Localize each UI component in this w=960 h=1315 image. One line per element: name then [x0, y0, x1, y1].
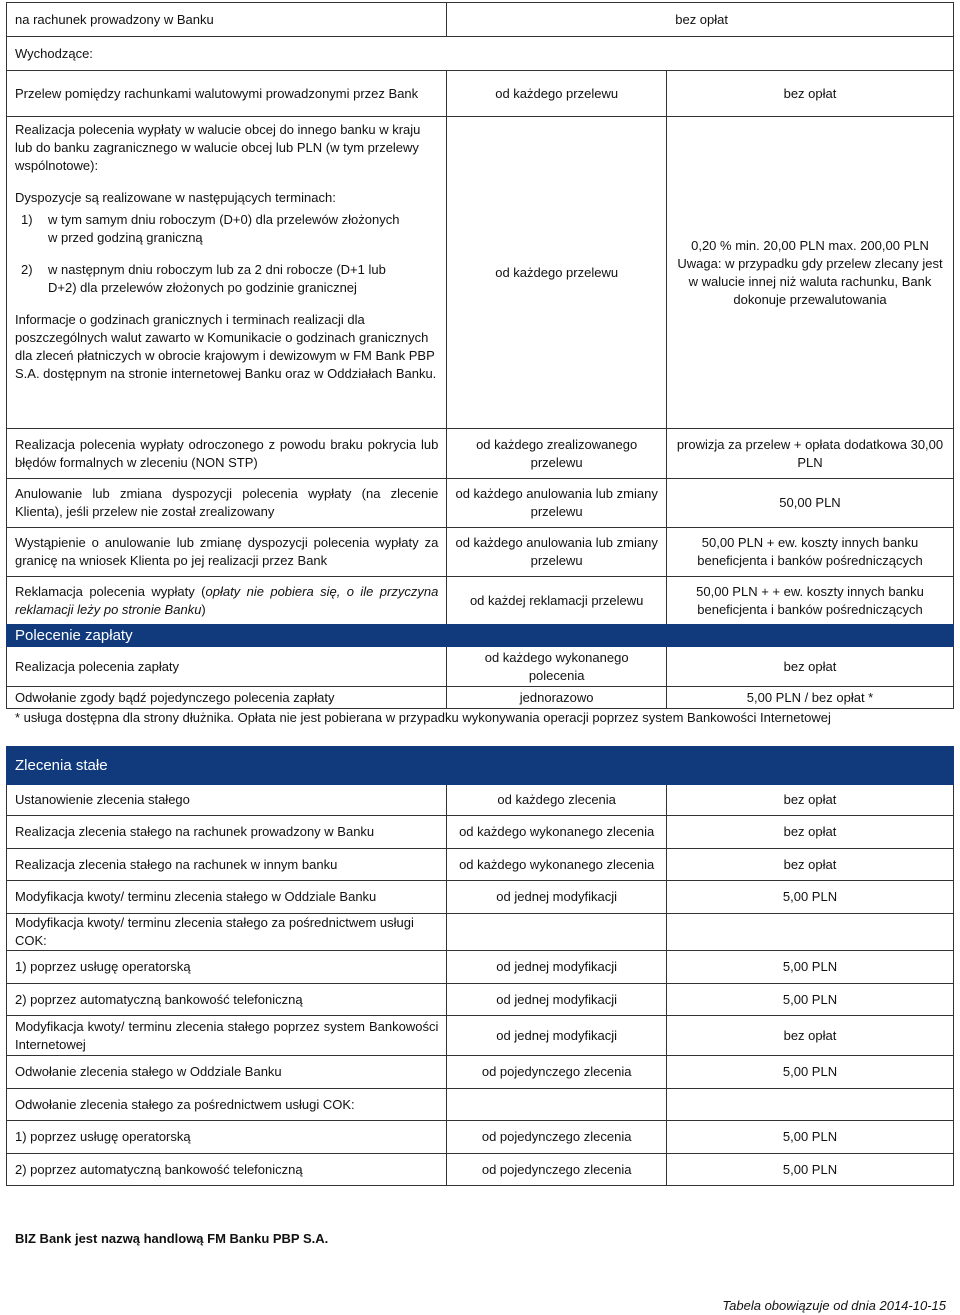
row-unit: od każdego anulowania lub zmiany przelewu	[447, 479, 667, 528]
table-row	[7, 1016, 954, 1056]
row-fee: bez opłat	[666, 785, 953, 816]
row-fee: 5,00 PLN	[666, 1056, 953, 1089]
table-row	[7, 914, 954, 951]
row-unit	[447, 914, 667, 951]
row-fee: 5,00 PLN	[666, 984, 953, 1016]
row-label-wyplata	[7, 117, 447, 429]
row-label: Ustanowienie zlecenia stałego	[7, 785, 447, 816]
row-label: na rachunek prowadzony w Banku	[7, 3, 447, 37]
table-row	[7, 1154, 954, 1186]
fee-percent: 0,20 % min. 20,00 PLN max. 200,00 PLN	[691, 237, 929, 253]
wyplata-intro: Realizacja polecenia wypłaty w walucie obcej do innego banku w kraju lub do banku zagranicznego w walucie obcej lub PLN (w tym przelewy wspólnotowe):	[15, 122, 421, 173]
row-unit: od pojedynczego zlecenia	[447, 1121, 667, 1154]
row-unit: od pojedynczego zlecenia	[447, 1056, 667, 1089]
table-row	[7, 1121, 954, 1154]
row-label: Realizacja zlecenia stałego na rachunek prowadzony w Banku	[7, 816, 447, 849]
row-unit: od każdego zlecenia	[447, 785, 667, 816]
label-italic: opłaty nie pobiera się, o ile przyczyna reklamacji leży po stronie Banku	[15, 583, 439, 617]
table-row	[7, 849, 954, 881]
table-row	[7, 881, 954, 914]
table-row	[7, 117, 954, 429]
row-label: Realizacja polecenia zapłaty	[7, 647, 447, 687]
row-unit: od jednej modyfikacji	[447, 1016, 667, 1056]
row-fee: bez opłat	[666, 71, 953, 117]
fee-note: Uwaga: w przypadku gdy przelew zlecany jest w walucie innej niż waluta rachunku, Bank dokonuje przewalutowania	[677, 255, 943, 307]
section-header	[7, 625, 954, 647]
row-unit: od każdego wykonanego polecenia	[447, 647, 667, 687]
row-unit: od każdego przelewu	[447, 71, 667, 117]
row-fee: prowizja za przelew + opłata dodatkowa 30,00 PLN	[666, 429, 953, 479]
row-fee: bez opłat	[666, 647, 953, 687]
row-unit: od jednej modyfikacji	[447, 984, 667, 1016]
table-row	[7, 647, 954, 687]
terms-list	[15, 211, 438, 297]
row-fee: bez opłat	[666, 1016, 953, 1056]
row-label: Odwołanie zgody bądź pojedynczego polecenia zapłaty	[7, 687, 447, 709]
fees-table-standing-orders	[6, 746, 954, 1186]
row-fee: bez opłat	[447, 3, 954, 37]
item-text: w następnym dniu roboczym lub za 2 dni robocze (D+1 lub D+2) dla przelewów złożonych po godzinie granicznej	[48, 262, 386, 295]
table-row	[7, 1056, 954, 1089]
row-fee	[666, 1089, 953, 1121]
row-label: Odwołanie zlecenia stałego w Oddziale Banku	[7, 1056, 447, 1089]
section-label-wychodzace: Wychodzące:	[7, 37, 954, 71]
table-row	[7, 3, 954, 37]
table-row	[7, 37, 954, 71]
label-part: Reklamacja polecenia wypłaty (	[15, 583, 206, 599]
row-label: Modyfikacja kwoty/ terminu zlecenia stałego w Oddziale Banku	[7, 881, 447, 914]
row-fee: 50,00 PLN + ew. koszty innych banku beneficjenta i banków pośredniczących	[666, 528, 953, 577]
brand-note: BIZ Bank jest nazwą handlową FM Banku PBP S.A.	[15, 1231, 329, 1246]
table-row	[7, 1089, 954, 1121]
row-unit	[447, 1089, 667, 1121]
row-label: 1) poprzez usługę operatorską	[7, 951, 447, 984]
table-row	[7, 951, 954, 984]
row-fee: bez opłat	[666, 849, 953, 881]
row-label: Realizacja polecenia wypłaty odroczonego z powodu braku pokrycia lub błędów formalnych w zleceniu (NON STP)	[7, 429, 447, 479]
footnote: * usługa dostępna dla strony dłużnika. Opłata nie jest pobierana w przypadku wykonywania operacji poprzez system Bankowości Internetowej	[15, 710, 831, 725]
row-unit: od każdego wykonanego zlecenia	[447, 816, 667, 849]
section-header	[7, 747, 954, 785]
list-item	[15, 211, 438, 247]
row-unit: jednorazowo	[447, 687, 667, 709]
row-label: Anulowanie lub zmiana dyspozycji polecenia wypłaty (na zlecenie Klienta), jeśli przelew nie został zrealizowany	[7, 479, 447, 528]
row-fee: 5,00 PLN	[666, 951, 953, 984]
table-row	[7, 577, 954, 625]
row-unit: od każdej reklamacji przelewu	[447, 577, 667, 625]
row-fee: 5,00 PLN / bez opłat *	[666, 687, 953, 709]
fees-table-direct-debit	[6, 624, 954, 709]
row-unit: od jednej modyfikacji	[447, 951, 667, 984]
dyspozycje-text: Dyspozycje są realizowane w następujących terminach:	[15, 190, 336, 205]
section-title: Polecenie zapłaty	[7, 625, 954, 647]
row-fee	[666, 914, 953, 951]
section-title: Zlecenia stałe	[7, 747, 954, 785]
item-number: 2)	[21, 262, 33, 277]
row-fee: 5,00 PLN	[666, 1121, 953, 1154]
row-unit: od każdego przelewu	[447, 117, 667, 429]
item-number: 1)	[21, 212, 33, 227]
fees-table-transfers	[6, 2, 954, 625]
row-label-reklamacja	[7, 577, 447, 625]
table-row	[7, 71, 954, 117]
row-label: Modyfikacja kwoty/ terminu zlecenia stałego poprzez system Bankowości Internetowej	[7, 1016, 447, 1056]
row-label: Realizacja zlecenia stałego na rachunek w innym banku	[7, 849, 447, 881]
table-row	[7, 984, 954, 1016]
table-row	[7, 479, 954, 528]
row-fee: 50,00 PLN	[666, 479, 953, 528]
table-row	[7, 429, 954, 479]
row-label: 2) poprzez automatyczną bankowość telefoniczną	[7, 1154, 447, 1186]
label-part: )	[201, 601, 206, 617]
row-fee: bez opłat	[666, 816, 953, 849]
row-label: Przelew pomiędzy rachunkami walutowymi prowadzonymi przez Bank	[7, 71, 447, 117]
row-fee	[666, 117, 953, 429]
row-unit: od każdego wykonanego zlecenia	[447, 849, 667, 881]
row-fee: 5,00 PLN	[666, 881, 953, 914]
item-text: w tym samym dniu roboczym (D+0) dla przelewów złożonych w przed godziną graniczną	[48, 212, 400, 245]
table-row	[7, 816, 954, 849]
row-fee: 50,00 PLN + + ew. koszty innych banku beneficjenta i banków pośredniczących	[666, 577, 953, 625]
row-fee: 5,00 PLN	[666, 1154, 953, 1186]
row-unit: od każdego zrealizowanego przelewu	[447, 429, 667, 479]
row-unit: od pojedynczego zlecenia	[447, 1154, 667, 1186]
wyplata-info: Informacje o godzinach granicznych i terminach realizacji dla poszczególnych walut zawarto w Komunikacie o godzinach granicznych dla zleceń płatniczych w obrocie krajowym i dewizowym w FM Bank PBP S.A. dostępnym na stronie internetowej Banku oraz w Oddziałach Banku.	[15, 312, 437, 381]
table-row	[7, 687, 954, 709]
table-row	[7, 528, 954, 577]
row-label: Wystąpienie o anulowanie lub zmianę dyspozycji polecenia wypłaty za granicę na wniosek Klienta po jej realizacji przez Bank	[7, 528, 447, 577]
row-unit: od jednej modyfikacji	[447, 881, 667, 914]
row-label: Modyfikacja kwoty/ terminu zlecenia stałego za pośrednictwem usługi COK:	[7, 914, 447, 951]
table-row	[7, 785, 954, 816]
list-item	[15, 261, 438, 297]
row-label: 1) poprzez usługę operatorską	[7, 1121, 447, 1154]
row-label: Odwołanie zlecenia stałego za pośrednictwem usługi COK:	[7, 1089, 447, 1121]
validity-footer: Tabela obowiązuje od dnia 2014-10-15	[722, 1298, 946, 1313]
row-unit: od każdego anulowania lub zmiany przelewu	[447, 528, 667, 577]
row-label: 2) poprzez automatyczną bankowość telefoniczną	[7, 984, 447, 1016]
